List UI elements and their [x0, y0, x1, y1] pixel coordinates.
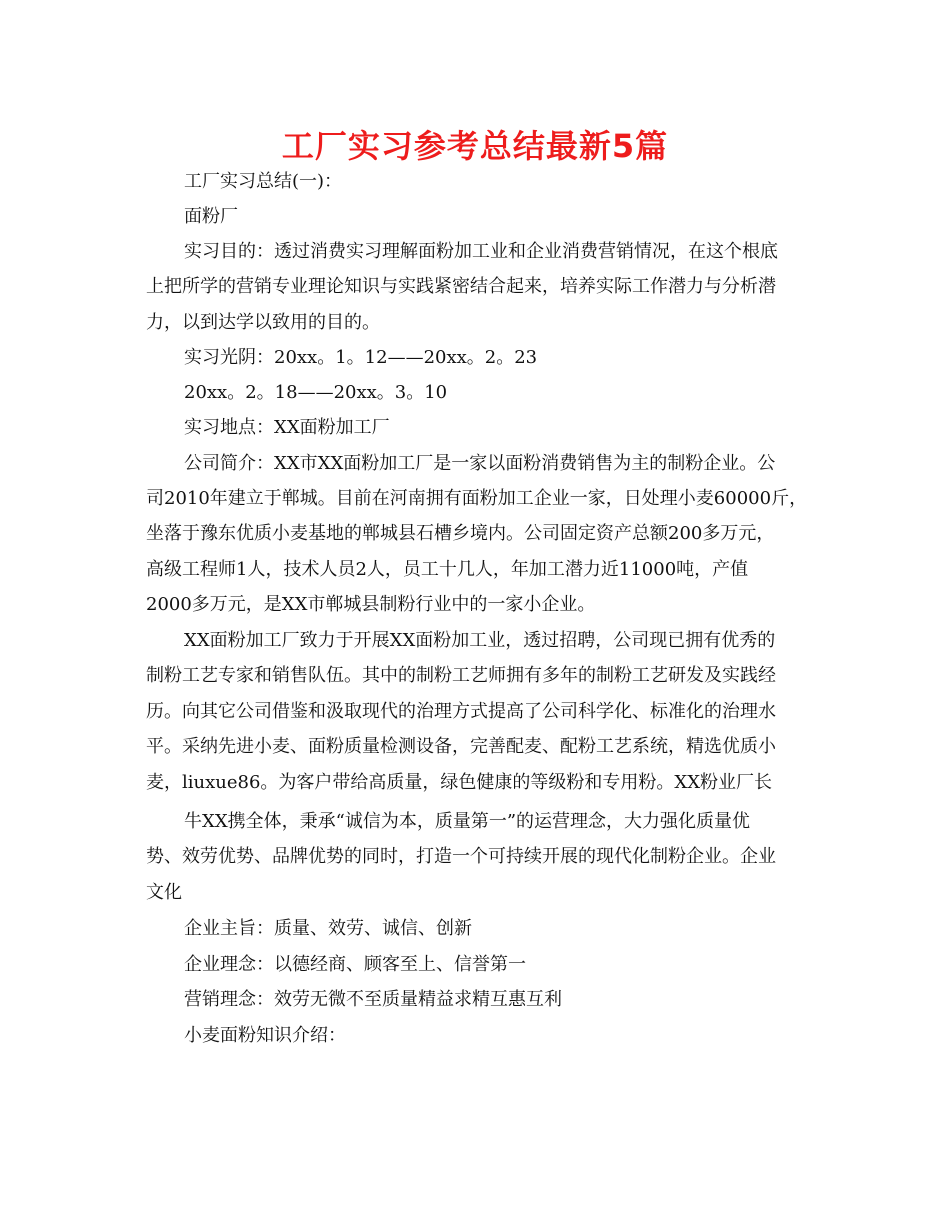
paragraph-line: 制粉工艺专家和销售队伍。其中的制粉工艺师拥有多年的制粉工艺研发及实践经	[146, 665, 776, 686]
paragraph-line: 麦，liuxue86。为客户带给高质量，绿色健康的等级粉和专用粉。XX粉业厂长	[146, 772, 773, 793]
section-heading: 工厂实习总结(一)：	[184, 171, 343, 192]
paragraph-line: 上把所学的营销专业理论知识与实践紧密结合起来，培养实际工作潜力与分析潜	[146, 276, 776, 297]
paragraph-line: 小麦面粉知识介绍：	[184, 1025, 346, 1046]
paragraph-line: 司2010年建立于郸城。目前在河南拥有面粉加工企业一家，日处理小麦60000斤，	[146, 488, 808, 509]
paragraph-line: 实习光阴：20xx。1。12——20xx。2。23	[184, 347, 538, 368]
paragraph-line: 平。采纳先进小麦、面粉质量检测设备，完善配麦、配粉工艺系统，精选优质小	[146, 736, 776, 757]
paragraph-line: 实习目的：透过消费实习理解面粉加工业和企业消费营销情况，在这个根底	[184, 241, 778, 262]
document-title: 工厂实习参考总结最新5篇	[281, 127, 669, 165]
paragraph-line: XX面粉加工厂致力于开展XX面粉加工业，透过招聘，公司现已拥有优秀的	[184, 630, 776, 651]
paragraph-line: 历。向其它公司借鉴和汲取现代的治理方式提高了公司科学化、标准化的治理水	[146, 701, 776, 722]
paragraph-line: 文化	[146, 882, 182, 903]
paragraph-line: 势、效劳优势、品牌优势的同时，打造一个可持续开展的现代化制粉企业。企业	[146, 846, 776, 867]
paragraph-line: 实习地点：XX面粉加工厂	[184, 417, 390, 438]
paragraph-line: 营销理念：效劳无微不至质量精益求精互惠互利	[184, 989, 562, 1010]
paragraph-line: 20xx。2。18——20xx。3。10	[184, 382, 448, 403]
paragraph-line: 企业主旨：质量、效劳、诚信、创新	[184, 918, 472, 939]
paragraph-line: 公司简介：XX市XX面粉加工厂是一家以面粉消费销售为主的制粉企业。公	[184, 453, 776, 474]
paragraph-line: 2000多万元，是XX市郸城县制粉行业中的一家小企业。	[146, 594, 596, 615]
paragraph-line: 力，以到达学以致用的目的。	[146, 312, 380, 333]
paragraph-line: 牛XX携全体，秉承“诚信为本，质量第一”的运营理念，大力强化质量优	[184, 811, 751, 832]
paragraph-line: 面粉厂	[184, 206, 238, 227]
paragraph-line: 企业理念：以德经商、顾客至上、信誉第一	[184, 954, 526, 975]
paragraph-line: 高级工程师1人，技术人员2人，员工十几人，年加工潜力近11000吨，产值	[146, 559, 749, 580]
paragraph-line: 坐落于豫东优质小麦基地的郸城县石槽乡境内。公司固定资产总额200多万元，	[146, 523, 775, 544]
